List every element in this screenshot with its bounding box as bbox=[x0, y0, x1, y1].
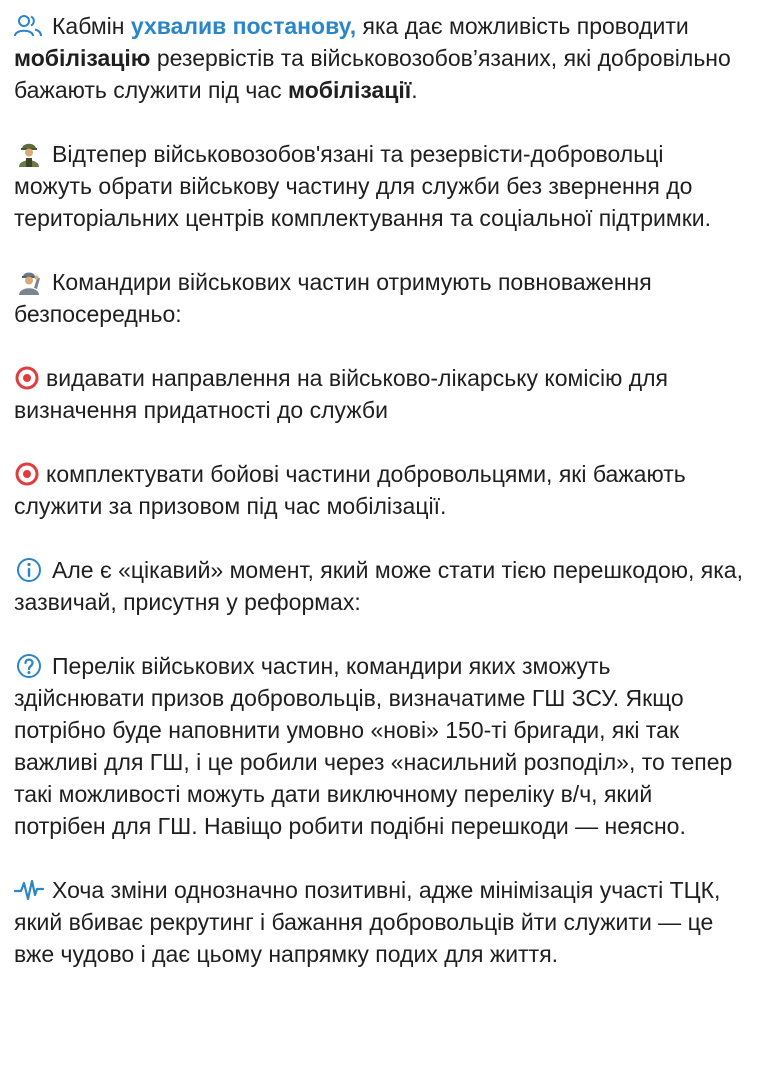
conclusion-text: Хоча зміни однозначно позитивні, адже мінімізація участі ТЦК, який вбиває рекрутинг і бажання добровольців йти служити — це вже чудово і дає цьому напрямку подих для життя. bbox=[14, 877, 721, 967]
paragraph-conclusion bbox=[14, 874, 747, 970]
caveat-text: Але є «цікавий» момент, який може стати тією перешкодою, яка, зазвичай, присутня у реформах: bbox=[14, 557, 743, 615]
intro-text-1: Кабмін bbox=[52, 13, 131, 39]
target-bullet-icon bbox=[14, 461, 40, 487]
question-icon bbox=[14, 653, 44, 679]
paragraph-question bbox=[14, 650, 747, 842]
volunteers-text: Відтепер військовозобов'язані та резервісти-добровольці можуть обрати військову частину для служби без звернення до територіальних центрів комплектування та соціальної підтримки. bbox=[14, 141, 711, 231]
intro-text-2: яка дає можливість проводити bbox=[356, 13, 689, 39]
pulse-icon bbox=[14, 877, 44, 903]
bullet-1-text: видавати направлення на військово-лікарську комісію для визначення придатності до служби bbox=[14, 365, 668, 423]
bullet-2-text: комплектувати бойові частини добровольцями, які бажають служити за призовом під час мобілізації. bbox=[14, 461, 686, 519]
decree-link[interactable]: ухвалив постанову, bbox=[130, 13, 357, 39]
soldier-icon bbox=[14, 141, 44, 167]
paragraph-intro bbox=[14, 10, 747, 106]
paragraph-bullet-1 bbox=[14, 362, 747, 426]
question-text: Перелік військових частин, командири яких зможуть здійснювати призов добровольців, визначатиме ГШ ЗСУ. Якщо потрібно буде наповнити умовно «нові» 150-ті бригади, які так важливі для ГШ, і це робили через «насильний розподіл», то тепер такі можливості можуть дати виключному переліку в/ч, який потрібен для ГШ. Навіщо робити подібні перешкоди — неясно. bbox=[14, 653, 733, 839]
paragraph-volunteers bbox=[14, 138, 747, 234]
paragraph-bullet-2 bbox=[14, 458, 747, 522]
info-icon bbox=[14, 557, 44, 583]
paragraph-caveat bbox=[14, 554, 747, 618]
intro-text-4: . bbox=[411, 77, 418, 103]
intro-bold-2: мобілізації bbox=[288, 77, 412, 103]
intro-bold-1: мобілізацію bbox=[14, 45, 151, 71]
saluting-soldier-icon bbox=[14, 269, 44, 295]
commanders-text: Командири військових частин отримують повноваження безпосередньо: bbox=[14, 269, 652, 327]
intro-text-3: резервістів та військовозобов’язаних, які добровільно бажають служити під час bbox=[14, 45, 731, 103]
people-icon bbox=[14, 13, 44, 39]
target-bullet-icon bbox=[14, 365, 40, 391]
paragraph-commanders bbox=[14, 266, 747, 330]
